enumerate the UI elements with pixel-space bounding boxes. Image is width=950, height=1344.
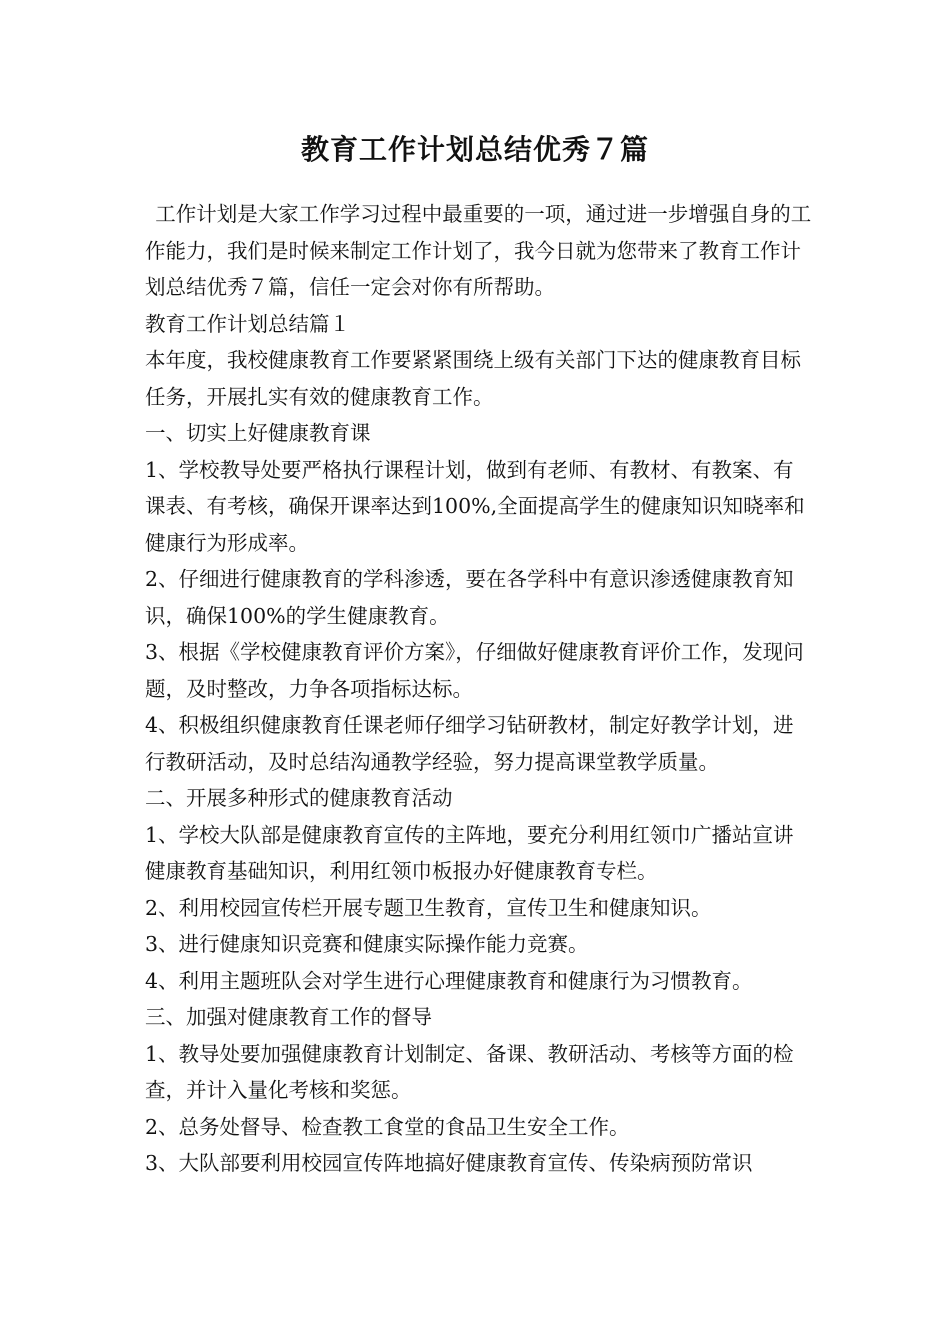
list-item: 1、教导处要加强健康教育计划制定、备课、教研活动、考核等方面的检查，并计入量化考核和奖惩。 <box>145 1041 794 1102</box>
subsection-heading: 二、开展多种形式的健康教育活动 <box>145 786 453 810</box>
list-item: 3、根据《学校健康教育评价方案》，仔细做好健康教育评价工作，发现问题，及时整改，力争各项指标达标。 <box>145 640 804 701</box>
list-item: 3、大队部要利用校园宣传阵地搞好健康教育宣传、传染病预防常识 <box>145 1151 753 1175</box>
list-item: 4、利用主题班队会对学生进行心理健康教育和健康行为习惯教育。 <box>145 968 753 993</box>
subsection-heading: 三、加强对健康教育工作的督导 <box>145 1005 432 1029</box>
list-item: 1、学校大队部是健康教育宣传的主阵地，要充分利用红领巾广播站宣讲健康教育基础知识，利用红领巾板报办好健康教育专栏。 <box>145 822 794 883</box>
list-item: 2、利用校园宣传栏开展专题卫生教育，宣传卫生和健康知识。 <box>145 895 712 920</box>
body-paragraph: 本年度，我校健康教育工作要紧紧围绕上级有关部门下达的健康教育目标任务，开展扎实有效的健康教育工作。 <box>145 348 801 409</box>
subsection-heading: 一、切实上好健康教育课 <box>145 421 371 445</box>
document-title: 教育工作计划总结优秀７篇 <box>300 133 649 166</box>
document-body <box>145 196 813 1182</box>
list-item: 2、仔细进行健康教育的学科渗透，要在各学科中有意识渗透健康教育知识，确保100%的学生健康教育。 <box>145 567 794 628</box>
intro-paragraph: 工作计划是大家工作学习过程中最重要的一项，通过进一步增强自身的工作能力，我们是时候来制定工作计划了，我今日就为您带来了教育工作计划总结优秀７篇，信任一定会对你有所帮助。 <box>145 202 812 299</box>
list-item: 2、总务处督导、检查教工食堂的食品卫生安全工作。 <box>145 1114 630 1139</box>
section-heading: 教育工作计划总结篇１ <box>145 311 350 336</box>
list-item: 4、积极组织健康教育任课老师仔细学习钻研教材，制定好教学计划，进行教研活动，及时总结沟通教学经验，努力提高课堂教学质量。 <box>145 713 794 774</box>
list-item: 3、进行健康知识竞赛和健康实际操作能力竞赛。 <box>145 932 589 956</box>
list-item: 1、学校教导处要严格执行课程计划，做到有老师、有教材、有教案、有课表、有考核，确保开课率达到100%,全面提高学生的健康知识知晓率和健康行为形成率。 <box>145 457 805 555</box>
